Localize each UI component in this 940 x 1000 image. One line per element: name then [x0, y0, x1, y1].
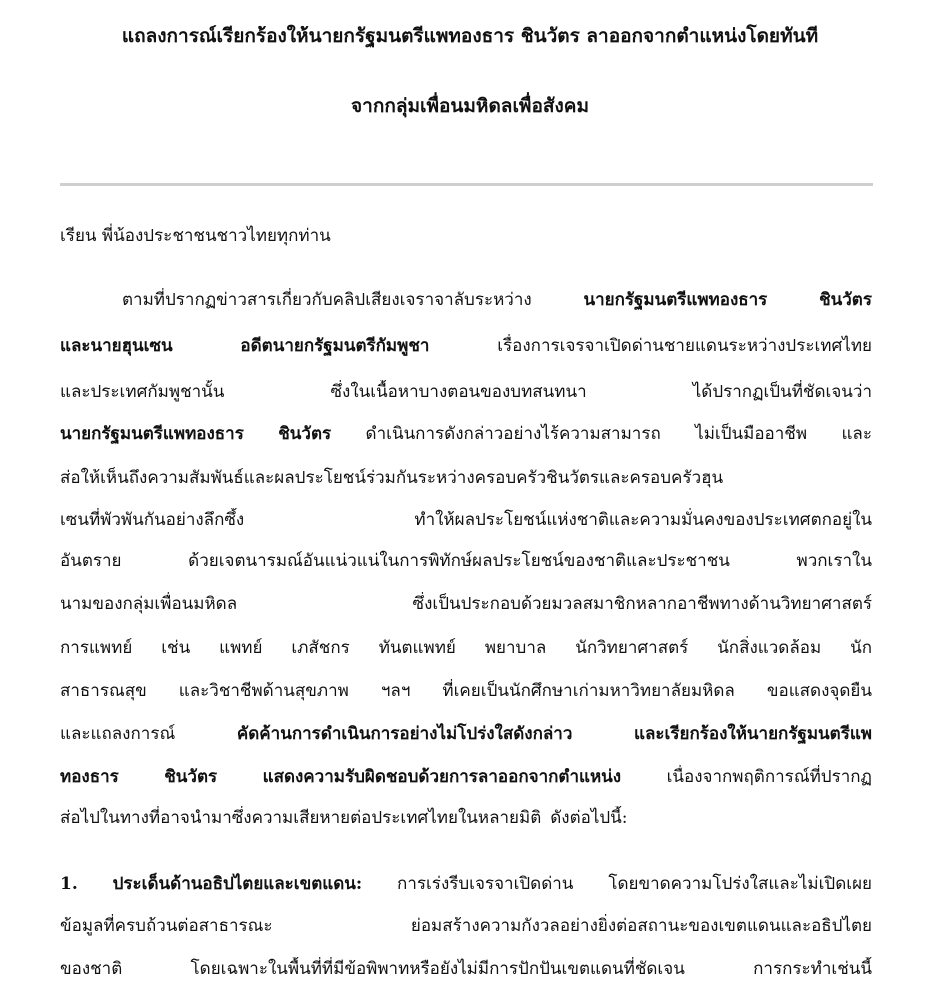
text-phrase: และวิชาชีพด้านสุขภาพ — [178, 681, 349, 701]
body-line — [60, 636, 872, 660]
bold-phrase: อดีตนายกรัฐมนตรีกัมพูชา — [240, 336, 430, 356]
text-phrase: และแถลงการณ์ — [60, 724, 176, 744]
text-phrase: ด้วยเจตนารมณ์อันแน่วแน่ในการพิทักษ์ผลประโยชน์ของชาติและประชาชน — [188, 551, 730, 571]
text-phrase: ได้ปรากฏเป็นที่ชัดเจนว่า — [692, 382, 872, 402]
document-title-line-1: แถลงการณ์เรียกร้องให้นายกรัฐมนตรีแพทองธาร ชินวัตร ลาออกจากตำแหน่งโดยทันที — [121, 25, 819, 47]
text-phrase: พวกเราใน — [796, 551, 872, 571]
bold-phrase: ชินวัตร — [278, 424, 332, 444]
text-phrase: ของชาติ — [60, 959, 123, 979]
body-line — [60, 422, 872, 446]
text-phrase: ฯลฯ — [380, 681, 411, 701]
text-phrase: โดยขาดความโปร่งใสและไม่เปิดเผย — [608, 874, 872, 894]
text-phrase: เภสัชกร — [291, 638, 350, 658]
salutation: เรียน พี่น้องประชาชนชาวไทยทุกท่าน — [60, 226, 331, 246]
bold-phrase: ประเด็นด้านอธิปไตยและเขตแดน: — [112, 874, 363, 894]
text-phrase: ที่เคยเป็นนักศึกษาเก่ามหาวิทยาลัยมหิดล — [442, 681, 735, 701]
body-line — [60, 549, 872, 573]
body-line — [60, 466, 872, 490]
text-phrase: ทำให้ผลประโยชน์แห่งชาติและความมั่นคงของประเทศตกอยู่ใน — [414, 510, 872, 530]
bold-phrase: ทองธาร — [60, 767, 119, 787]
bold-phrase: คัดค้านการดำเนินการอย่างไม่โปร่งใสดังกล่าว — [236, 724, 573, 744]
text-phrase: นักวิทยาศาสตร์ — [575, 638, 689, 658]
body-line — [60, 872, 872, 896]
text-phrase: และประเทศกัมพูชานั้น — [60, 382, 225, 402]
text-phrase: อันตราย — [60, 551, 122, 571]
text-phrase: ซึ่งเป็นประกอบด้วยมวลสมาชิกหลากอาชีพทางด้านวิทยาศาสตร์ — [412, 594, 872, 614]
body-line — [60, 914, 872, 938]
text-phrase: ขอแสดงจุดยืน — [766, 681, 872, 701]
body-line — [60, 806, 872, 830]
horizontal-divider — [60, 183, 873, 186]
document-title-line-2: จากกลุ่มเพื่อนมหิดลเพื่อสังคม — [351, 95, 589, 117]
body-line — [60, 957, 872, 981]
text-phrase: การแพทย์ — [60, 638, 133, 658]
text-phrase: ทันตแพทย์ — [378, 638, 456, 658]
body-line — [60, 679, 872, 703]
bold-phrase: ชินวัตร — [819, 290, 872, 310]
text-phrase: เรื่องการเจรจาเปิดด่านชายแดนระหว่างประเทศไทย — [497, 336, 872, 356]
body-line — [60, 380, 872, 404]
body-line — [60, 592, 872, 616]
text-phrase: ข้อมูลที่ครบถ้วนต่อสาธารณะ — [60, 916, 273, 936]
text-phrase: ตามที่ปรากฏข่าวสารเกี่ยวกับคลิปเสียงเจราจาลับระหว่าง — [122, 290, 532, 310]
bold-phrase: 1. — [60, 874, 78, 894]
text-phrase: ดำเนินการดังกล่าวอย่างไร้ความสามารถ — [365, 424, 661, 444]
bold-phrase: นายกรัฐมนตรีแพทองธาร — [583, 290, 768, 310]
bold-phrase: แสดงความรับผิดชอบด้วยการลาออกจากตำแหน่ง — [262, 767, 622, 787]
text-phrase: ซึ่งในเนื้อหาบางตอนของบทสนทนา — [330, 382, 587, 402]
bold-phrase: และเรียกร้องให้นายกรัฐมนตรีแพ — [634, 724, 872, 744]
text-phrase: ดังต่อไปนี้: — [550, 808, 628, 828]
text-phrase: เซนที่พัวพันกันอย่างลึกซึ้ง — [60, 510, 245, 530]
text-phrase: เช่น — [161, 638, 191, 658]
body-line — [122, 288, 872, 312]
body-line — [60, 508, 872, 532]
body-line — [60, 765, 872, 789]
bold-phrase: นายกรัฐมนตรีแพทองธาร — [60, 424, 244, 444]
text-phrase: นักสิ่งแวดล้อม — [717, 638, 822, 658]
text-phrase: แพทย์ — [219, 638, 263, 658]
text-phrase: การเร่งรีบเจรจาเปิดด่าน — [397, 874, 574, 894]
text-phrase: ไม่เป็นมืออาชีพ — [695, 424, 808, 444]
text-phrase: เนื่องจากพฤติการณ์ที่ปรากฏ — [666, 767, 872, 787]
text-phrase: ย่อมสร้างความกังวลอย่างยิ่งต่อสถานะของเขตแดนและอธิปไตย — [410, 916, 872, 936]
text-phrase: สาธารณสุข — [60, 681, 147, 701]
bold-phrase: ชินวัตร — [164, 767, 218, 787]
text-phrase: การกระทำเช่นนี้ — [753, 959, 872, 979]
text-phrase: โดยเฉพาะในพื้นที่ที่มีข้อพิพาทหรือยังไม่มีการปักปันเขตแดนที่ชัดเจน — [190, 959, 685, 979]
text-phrase: พยาบาล — [484, 638, 547, 658]
text-phrase: นัก — [850, 638, 872, 658]
text-phrase: และ — [841, 424, 872, 444]
text-phrase: นามของกลุ่มเพื่อนมหิดล — [60, 594, 238, 614]
text-phrase: ส่อไปในทางที่อาจนำมาซึ่งความเสียหายต่อประเทศไทยในหลายมิติ — [60, 808, 542, 828]
text-phrase: ส่อให้เห็นถึงความสัมพันธ์และผลประโยชน์ร่วมกันระหว่างครอบครัวชินวัตรและครอบครัวฮุน — [60, 468, 724, 488]
body-line — [60, 722, 872, 746]
body-line — [60, 334, 872, 358]
bold-phrase: และนายฮุนเซน — [60, 336, 173, 356]
